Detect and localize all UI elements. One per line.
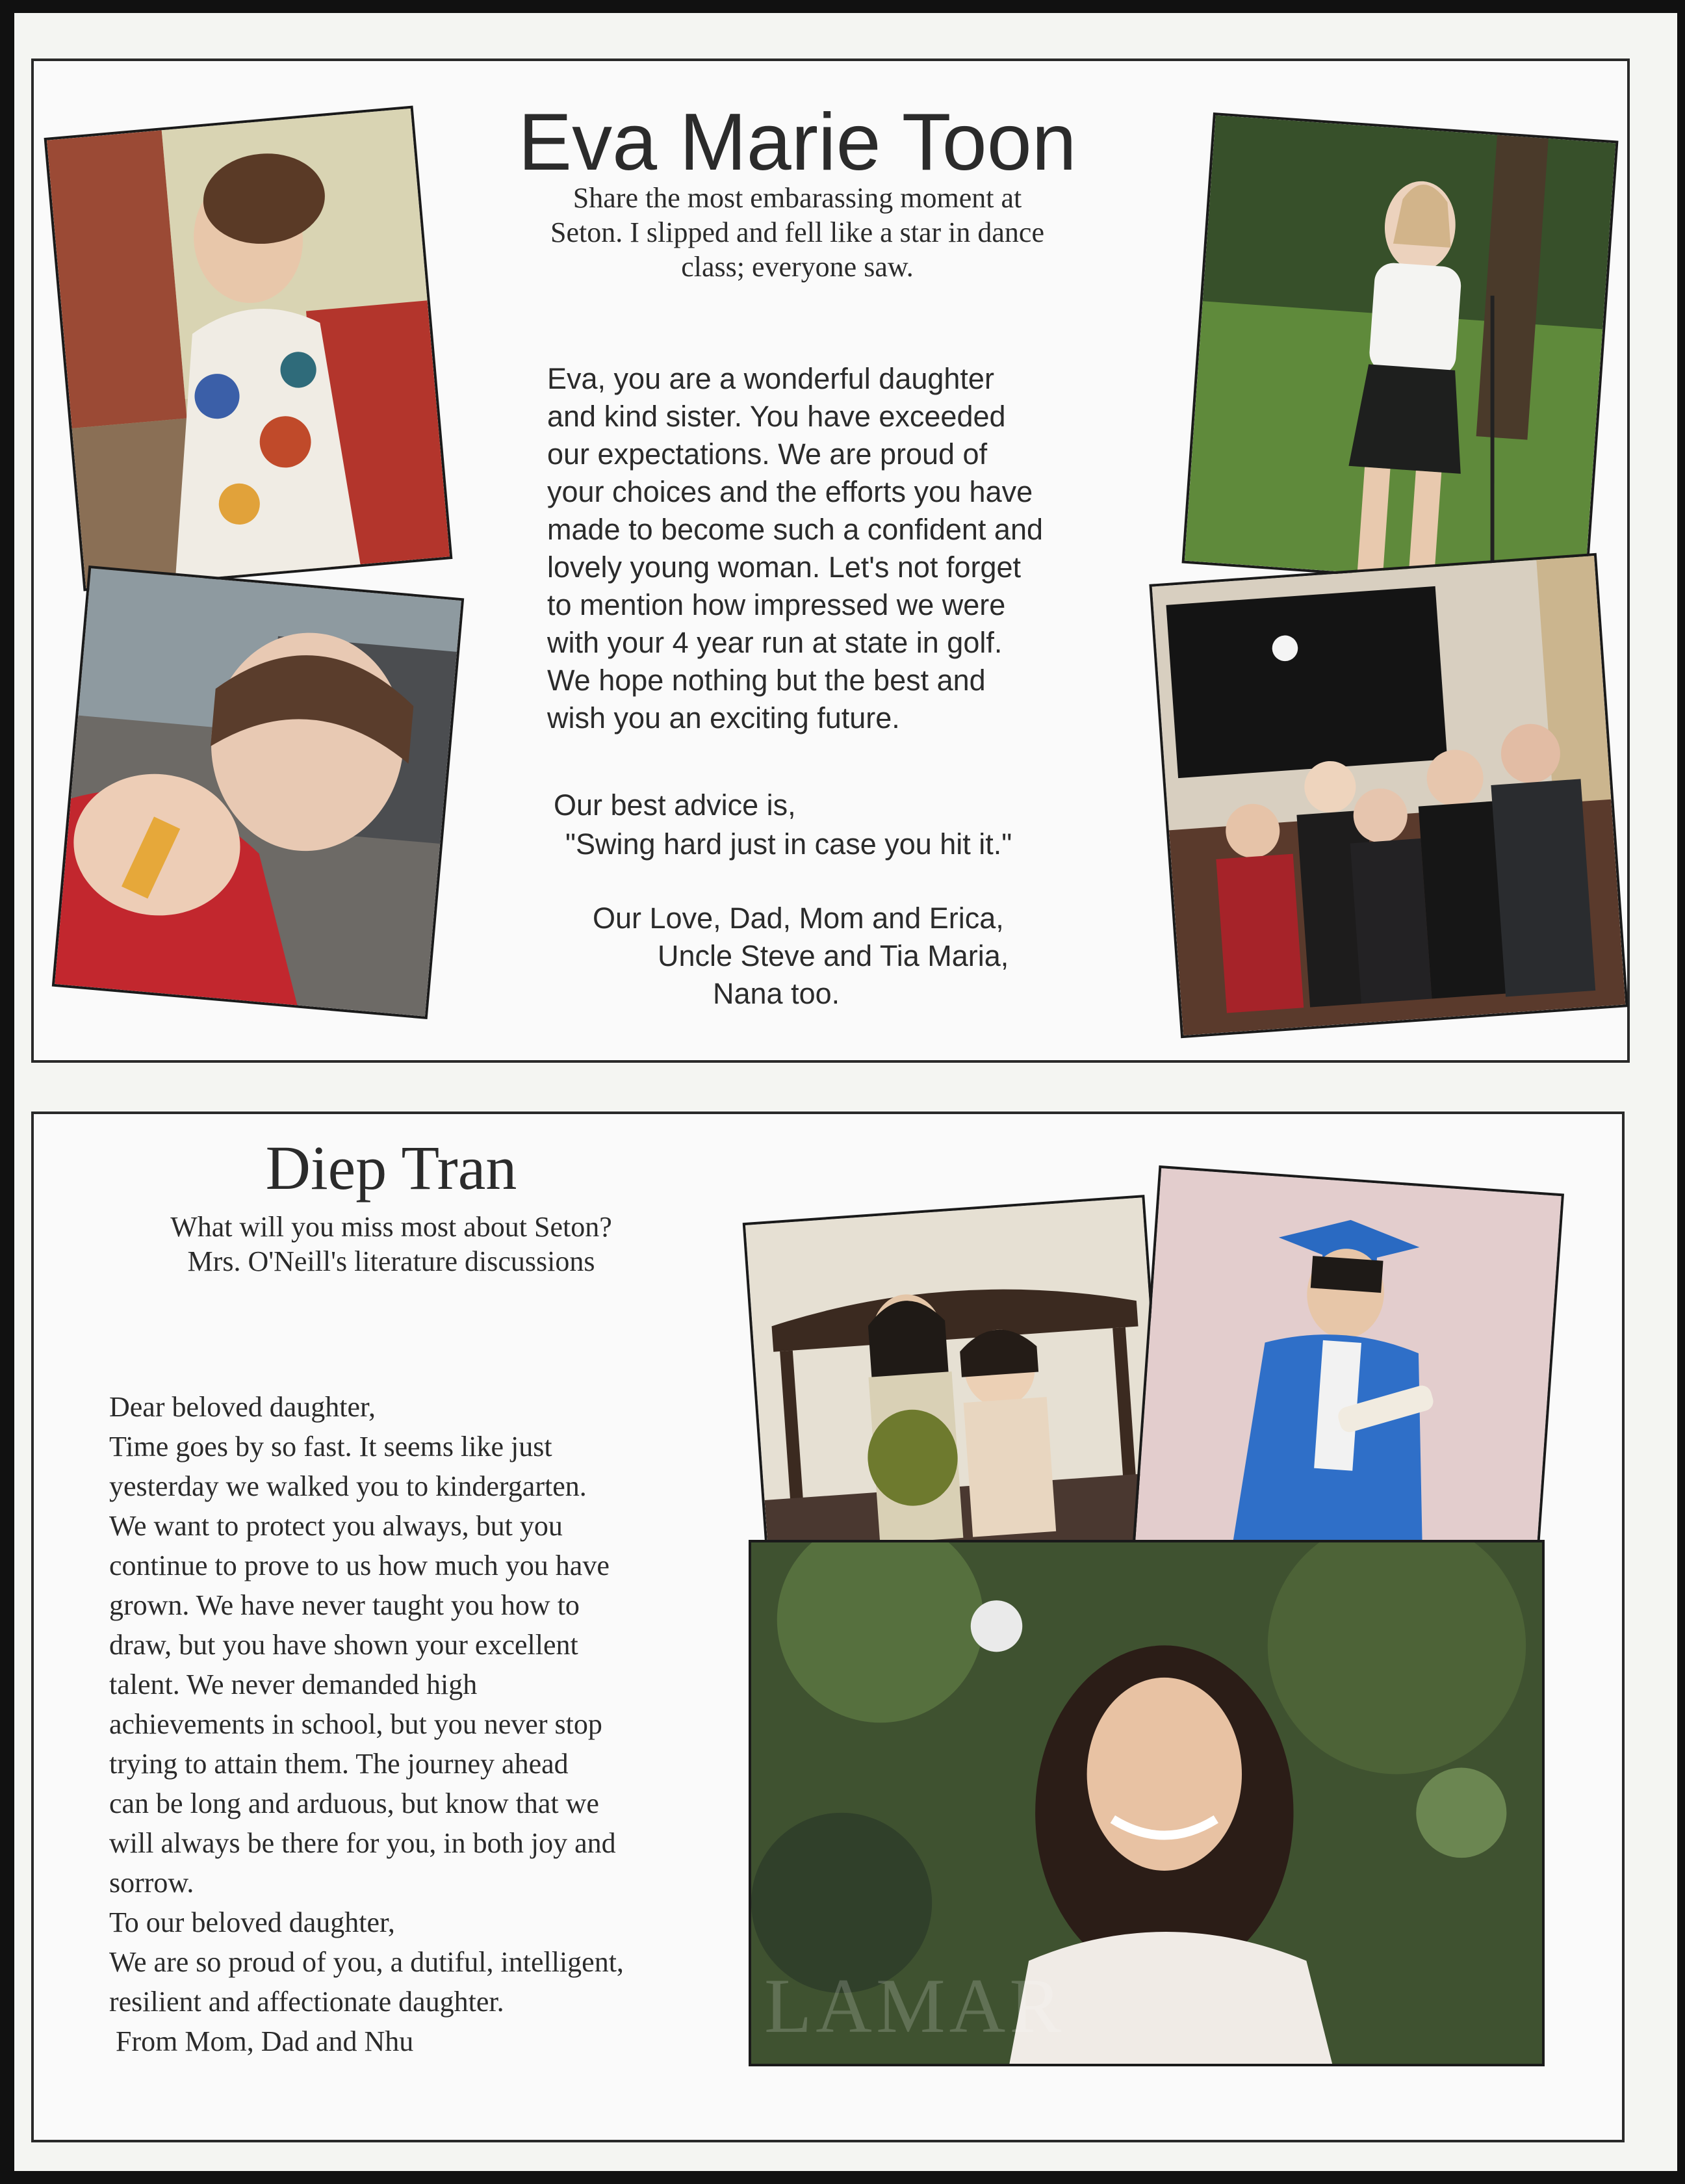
parent-message [109, 1387, 759, 2061]
message-line: achievements in school, but you never stop [109, 1708, 602, 1740]
message-line: Dear beloved daughter, [109, 1391, 376, 1423]
photo-diep-childhood [743, 1195, 1171, 1596]
photo-eva-family [1149, 553, 1628, 1038]
photo-eva-floral-dress [44, 105, 453, 591]
student-name: Eva Marie Toon [518, 98, 1077, 187]
message-line: draw, but you have shown your excellent [109, 1629, 578, 1661]
signoff [593, 900, 1177, 1013]
message-line: can be long and arduous, but know that we [109, 1788, 599, 1819]
question-line: Seton. I slipped and fell like a star in dance [550, 216, 1044, 248]
message-line: We hope nothing but the best and [547, 664, 986, 697]
signoff-line: Nana too. [713, 977, 840, 1010]
question-line: What will you miss most about Seton? [170, 1211, 612, 1243]
message-line: trying to attain them. The journey ahead [109, 1748, 569, 1780]
signoff-line: Uncle Steve and Tia Maria, [658, 939, 1009, 972]
photo-eva-golf [1182, 112, 1619, 592]
advice [554, 786, 1138, 864]
message-line: our expectations. We are proud of [547, 437, 988, 471]
message-line: talent. We never demanded high [109, 1669, 478, 1700]
message-line: with your 4 year run at state in golf. [547, 626, 1003, 659]
message-line: wish you an exciting future. [547, 701, 900, 734]
message-line: sorrow. [109, 1867, 194, 1899]
studio-watermark: LAMAR [764, 1962, 1066, 2049]
yearbook-page [14, 13, 1677, 2171]
message-line: will always be there for you, in both joy and [109, 1827, 616, 1859]
message-line: yesterday we walked you to kindergarten. [109, 1470, 587, 1502]
senior-ad-eva [31, 58, 1630, 1063]
advice-quote: "Swing hard just in case you hit it." [565, 827, 1012, 861]
message-line: To our beloved daughter, [109, 1906, 395, 1938]
message-line: grown. We have never taught you how to [109, 1589, 580, 1621]
signoff-line: Our Love, Dad, Mom and Erica, [593, 902, 1004, 935]
student-name: Diep Tran [265, 1133, 517, 1202]
message-line: your choices and the efforts you have [547, 475, 1033, 508]
message-line: resilient and affectionate daughter. [109, 1986, 504, 2018]
message-line: Time goes by so fast. It seems like just [109, 1431, 552, 1462]
advice-intro: Our best advice is, [554, 788, 796, 822]
question-line: Mrs. O'Neill's literature discussions [187, 1245, 595, 1277]
message-line: continue to prove to us how much you have [109, 1550, 610, 1581]
message-line: lovely young woman. Let's not forget [547, 551, 1022, 584]
message-line: and kind sister. You have exceeded [547, 400, 1006, 433]
message-line: made to become such a confident and [547, 513, 1044, 546]
senior-question [528, 181, 1067, 284]
senior-ad-diep [31, 1112, 1625, 2142]
photo-diep-graduation [1132, 1165, 1564, 1580]
message-line: to mention how impressed we were [547, 588, 1006, 621]
message-line: Eva, you are a wonderful daughter [547, 362, 994, 395]
photo-diep-portrait [749, 1540, 1545, 2066]
question-line: Share the most embarassing moment at [572, 182, 1022, 214]
senior-question [99, 1210, 684, 1279]
question-line: class; everyone saw. [681, 250, 914, 283]
photo-eva-selfie [52, 566, 464, 1019]
message-line: We are so proud of you, a dutiful, intelligent, [109, 1946, 624, 1978]
message-line: From Mom, Dad and Nhu [116, 2025, 414, 2057]
message-line: We want to protect you always, but you [109, 1510, 563, 1542]
parent-message [547, 360, 1145, 737]
